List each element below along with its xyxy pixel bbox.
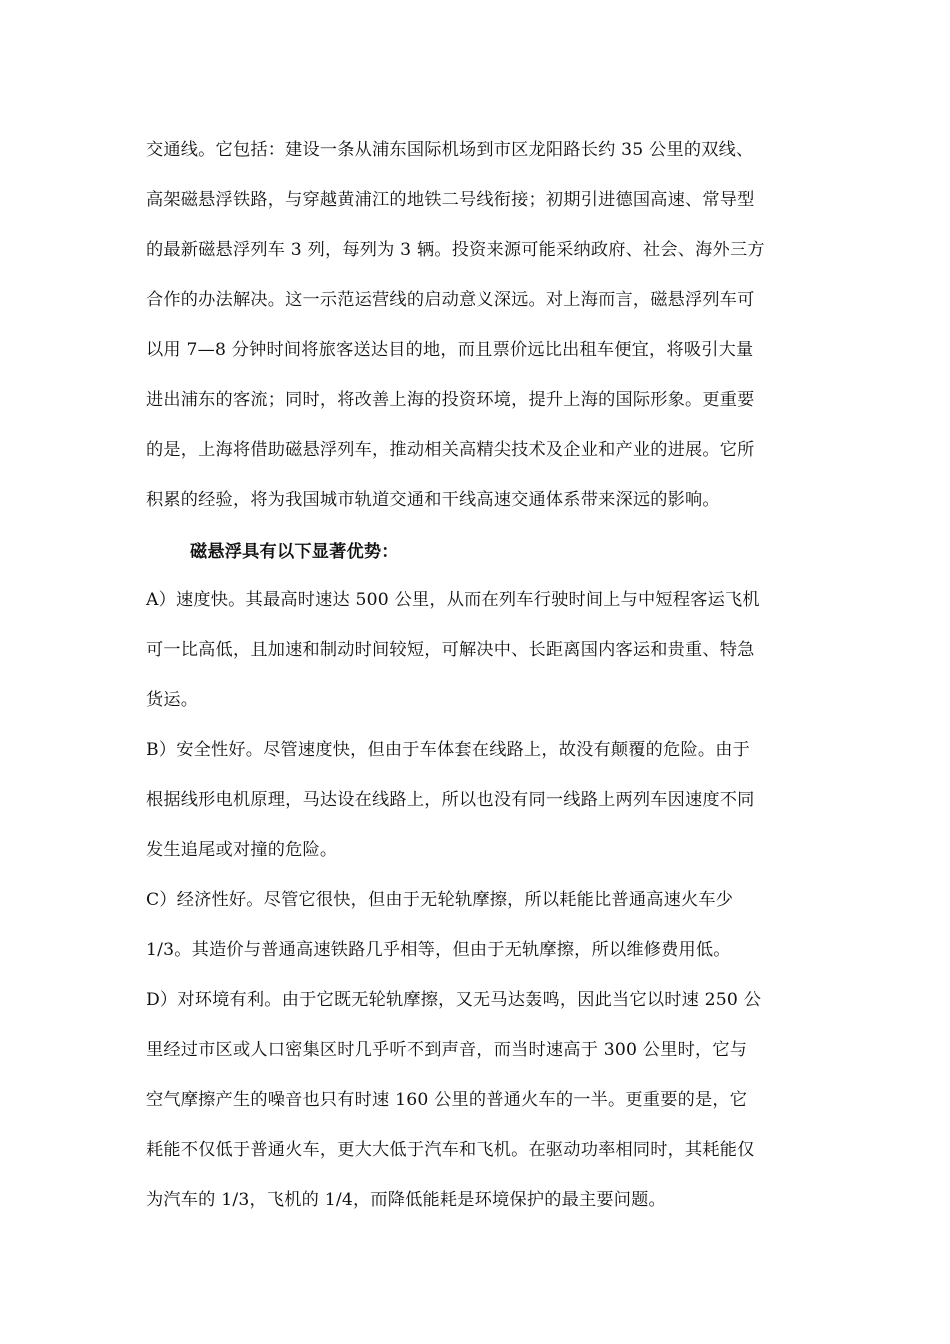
advantage-b-line-2: 根据线形电机原理，马达设在线路上，所以也没有同一线路上两列车因速度不同 [146,790,755,810]
advantage-b-line-3: 发生追尾或对撞的危险。 [146,840,338,860]
advantage-d-line-2: 里经过市区或人口密集区时几乎听不到声音，而当时速高于 300 公里时，它与 [146,1040,748,1060]
intro-line-7: 的是，上海将借助磁悬浮列车，推动相关高精尖技术及企业和产业的进展。它所 [146,440,755,460]
advantage-d-line-4: 耗能不仅低于普通火车，更大大低于汽车和飞机。在驱动功率相同时，其耗能仅 [146,1140,755,1160]
advantage-d-line-3: 空气摩擦产生的噪音也只有时速 160 公里的普通火车的一半。更重要的是，它 [146,1090,748,1110]
advantage-c-line-1: C）经济性好。尽管它很快，但由于无轮轨摩擦，所以耗能比普通高速火车少 [146,890,734,910]
advantage-d-line-1: D）对环境有利。由于它既无轮轨摩擦，又无马达轰鸣，因此当它以时速 250 公 [146,990,762,1010]
intro-line-4: 合作的办法解决。这一示范运营线的启动意义深远。对上海而言，磁悬浮列车可 [146,290,755,310]
advantage-a-line-3: 货运。 [146,690,199,710]
intro-line-3: 的最新磁悬浮列车 3 列，每列为 3 辆。投资来源可能采纳政府、社会、海外三方 [146,240,765,260]
advantage-b-line-1: B）安全性好。尽管速度快，但由于车体套在线路上，故没有颠覆的危险。由于 [146,740,751,760]
intro-line-6: 进出浦东的客流；同时，将改善上海的投资环境，提升上海的国际形象。更重要 [146,390,755,410]
advantage-d-line-5: 为汽车的 1/3，飞机的 1/4，而降低能耗是环境保护的最主要问题。 [146,1190,666,1210]
advantages-heading: 磁悬浮具有以下显著优势： [190,542,399,562]
intro-line-5: 以用 7—8 分钟时间将旅客送达目的地，而且票价远比出租车便宜，将吸引大量 [146,340,754,360]
intro-line-2: 高架磁悬浮铁路，与穿越黄浦江的地铁二号线衔接；初期引进德国高速、常导型 [146,190,755,210]
advantage-c-line-2: 1/3。其造价与普通高速铁路几乎相等，但由于无轨摩擦，所以维修费用低。 [146,940,731,960]
intro-line-1: 交通线。它包括：建设一条从浦东国际机场到市区龙阳路长约 35 公里的双线、 [146,140,754,160]
intro-line-8: 积累的经验，将为我国城市轨道交通和干线高速交通体系带来深远的影响。 [146,490,720,510]
advantage-a-line-1: A）速度快。其最高时速达 500 公里，从而在列车行驶时间上与中短程客运飞机 [146,590,760,610]
advantage-a-line-2: 可一比高低，且加速和制动时间较短，可解决中、长距离国内客运和贵重、特急 [146,640,755,660]
